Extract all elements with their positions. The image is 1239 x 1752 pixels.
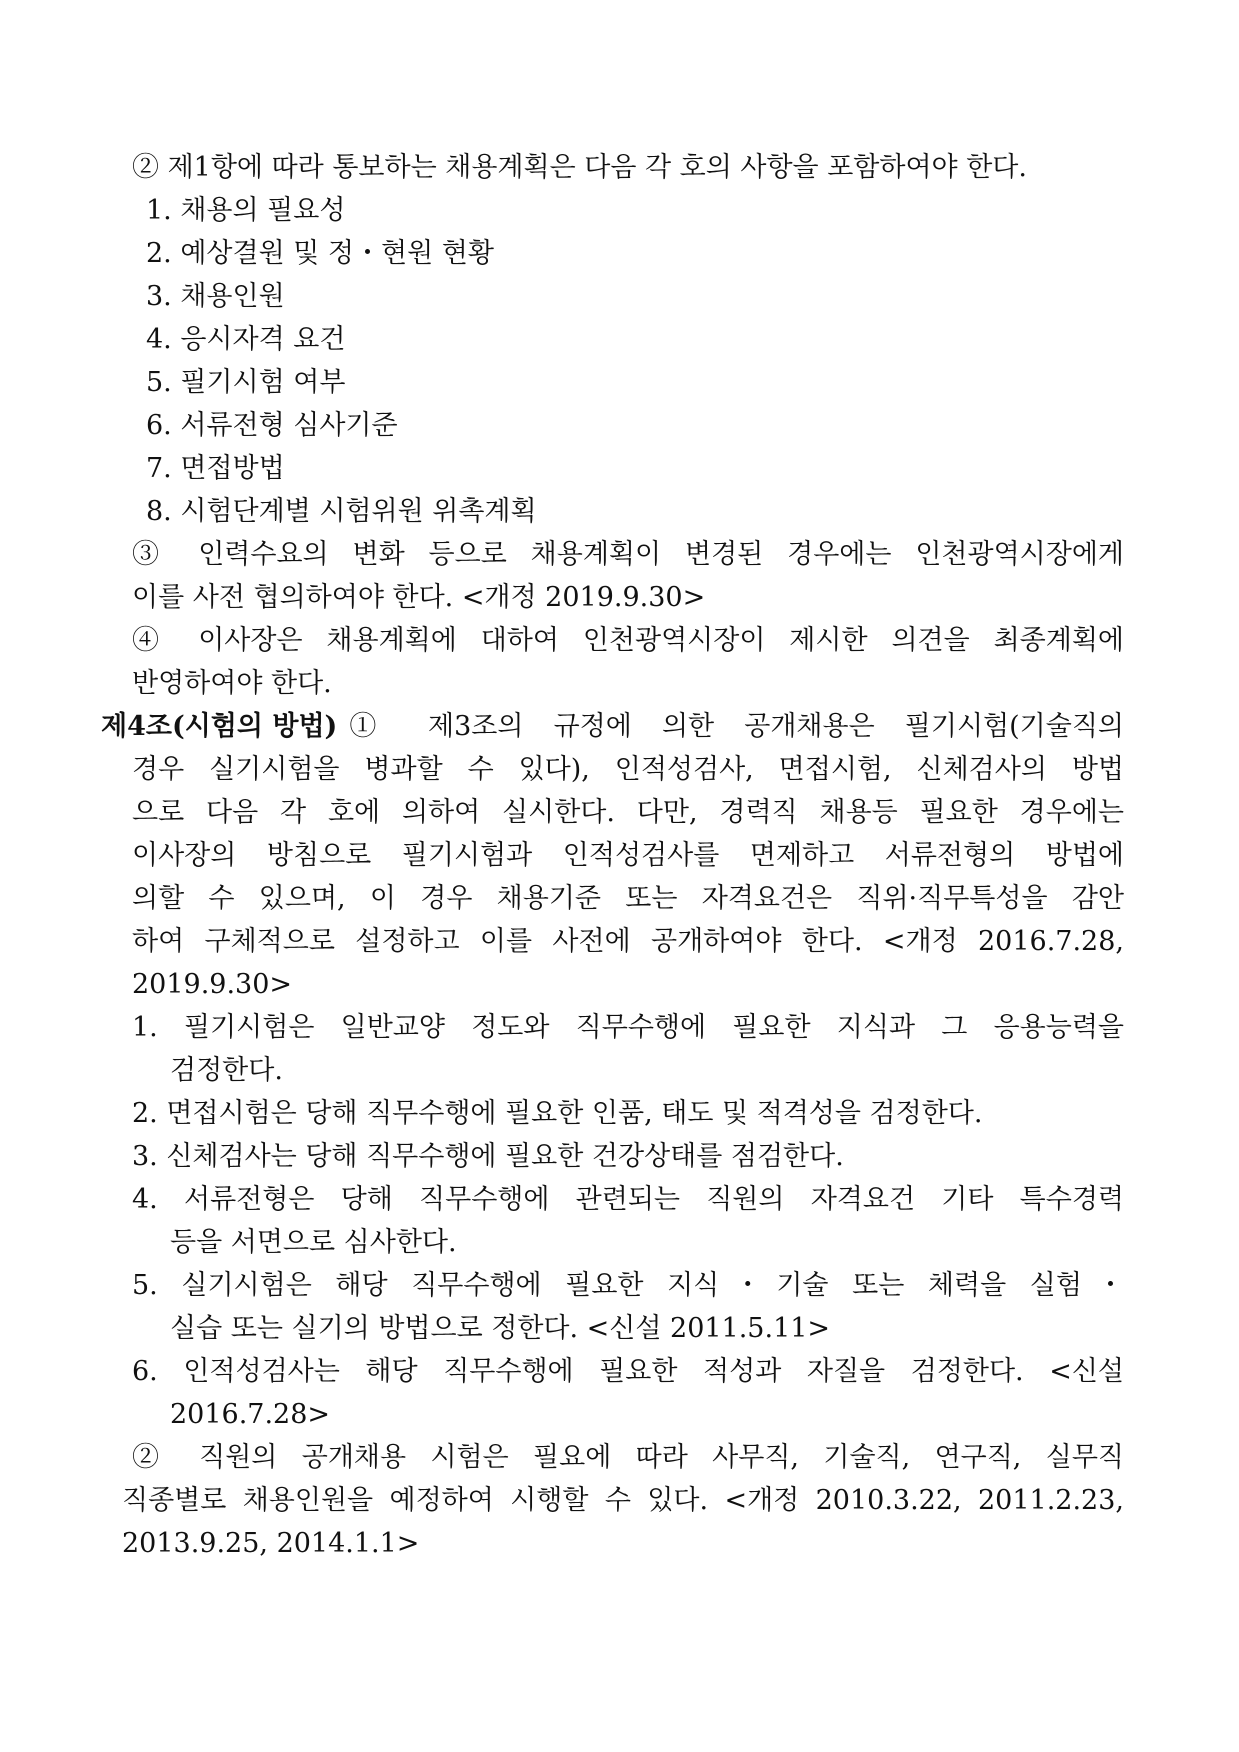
exam-item-6-line2: 2016.7.28> <box>170 1399 331 1430</box>
plan-item-7: 7. 면접방법 <box>146 453 285 484</box>
article4-line-6: 하여 구체적으로 설정하고 이를 사전에 공개하여야 한다. <개정 2016.7.28, <box>132 926 1124 957</box>
exam-item-4-line2: 등을 서면으로 심사한다. <box>170 1227 457 1258</box>
para4-line1: ④ 이사장은 채용계획에 대하여 인천광역시장이 제시한 의견을 최종계획에 <box>132 625 1124 656</box>
article4-para2-line3: 2013.9.25, 2014.1.1> <box>122 1528 420 1559</box>
plan-item-5: 5. 필기시험 여부 <box>146 367 346 398</box>
article4-line-5: 의할 수 있으며, 이 경우 채용기준 또는 자격요건은 직위·직무특성을 감안 <box>132 883 1124 914</box>
article4-para2-line2: 직종별로 채용인원을 예정하여 시행할 수 있다. <개정 2010.3.22, 2011.2.23, <box>122 1485 1124 1516</box>
article4-line-4: 이사장의 방침으로 필기시험과 인적성검사를 면제하고 서류전형의 방법에 <box>132 840 1124 871</box>
exam-item-1-line1: 1. 필기시험은 일반교양 정도와 직무수행에 필요한 지식과 그 응용능력을 <box>132 1012 1124 1043</box>
article4-first-line <box>101 705 1124 748</box>
article4-para2-line1: ② 직원의 공개채용 시험은 필요에 따라 사무직, 기술직, 연구직, 실무직 <box>132 1442 1124 1473</box>
article4-first-line-text: ① 제3조의 규정에 의한 공개채용은 필기시험(기술직의 <box>349 711 1124 742</box>
article4-line-7: 2019.9.30> <box>132 969 293 1000</box>
exam-item-5-line1: 5. 실기시험은 해당 직무수행에 필요한 지식・기술 또는 체력을 실험・ <box>132 1270 1124 1301</box>
plan-item-3: 3. 채용인원 <box>146 281 285 312</box>
exam-item-3: 3. 신체검사는 당해 직무수행에 필요한 건강상태를 점검한다. <box>132 1141 844 1172</box>
exam-item-4-line1: 4. 서류전형은 당해 직무수행에 관련되는 직원의 자격요건 기타 특수경력 <box>132 1184 1124 1215</box>
para3-line1: ③ 인력수요의 변화 등으로 채용계획이 변경된 경우에는 인천광역시장에게 <box>132 539 1124 570</box>
para3-line2: 이를 사전 협의하여야 한다. <개정 2019.9.30> <box>132 582 706 613</box>
plan-item-1: 1. 채용의 필요성 <box>146 195 346 226</box>
exam-item-1-line2: 검정한다. <box>170 1055 283 1086</box>
plan-item-6: 6. 서류전형 심사기준 <box>146 410 398 441</box>
plan-item-2: 2. 예상결원 및 정・현원 현황 <box>146 238 494 269</box>
exam-item-5-line2: 실습 또는 실기의 방법으로 정한다. <신설 2011.5.11> <box>170 1313 831 1344</box>
plan-item-8: 8. 시험단계별 시험위원 위촉계획 <box>146 496 537 527</box>
para4-line2: 반영하여야 한다. <box>132 668 332 699</box>
article4-title: 제4조(시험의 방법) <box>101 711 338 742</box>
plan-item-4: 4. 응시자격 요건 <box>146 324 346 355</box>
article4-line-3: 으로 다음 각 호에 의하여 실시한다. 다만, 경력직 채용등 필요한 경우에는 <box>132 797 1124 828</box>
para2-intro: ② 제1항에 따라 통보하는 채용계획은 다음 각 호의 사항을 포함하여야 한다. <box>132 152 1027 183</box>
article4-line-2: 경우 실기시험을 병과할 수 있다), 인적성검사, 면접시험, 신체검사의 방법 <box>132 754 1124 785</box>
exam-item-6-line1: 6. 인적성검사는 해당 직무수행에 필요한 적성과 자질을 검정한다. <신설 <box>132 1356 1124 1387</box>
exam-item-2: 2. 면접시험은 당해 직무수행에 필요한 인품, 태도 및 적격성을 검정한다. <box>132 1098 983 1129</box>
